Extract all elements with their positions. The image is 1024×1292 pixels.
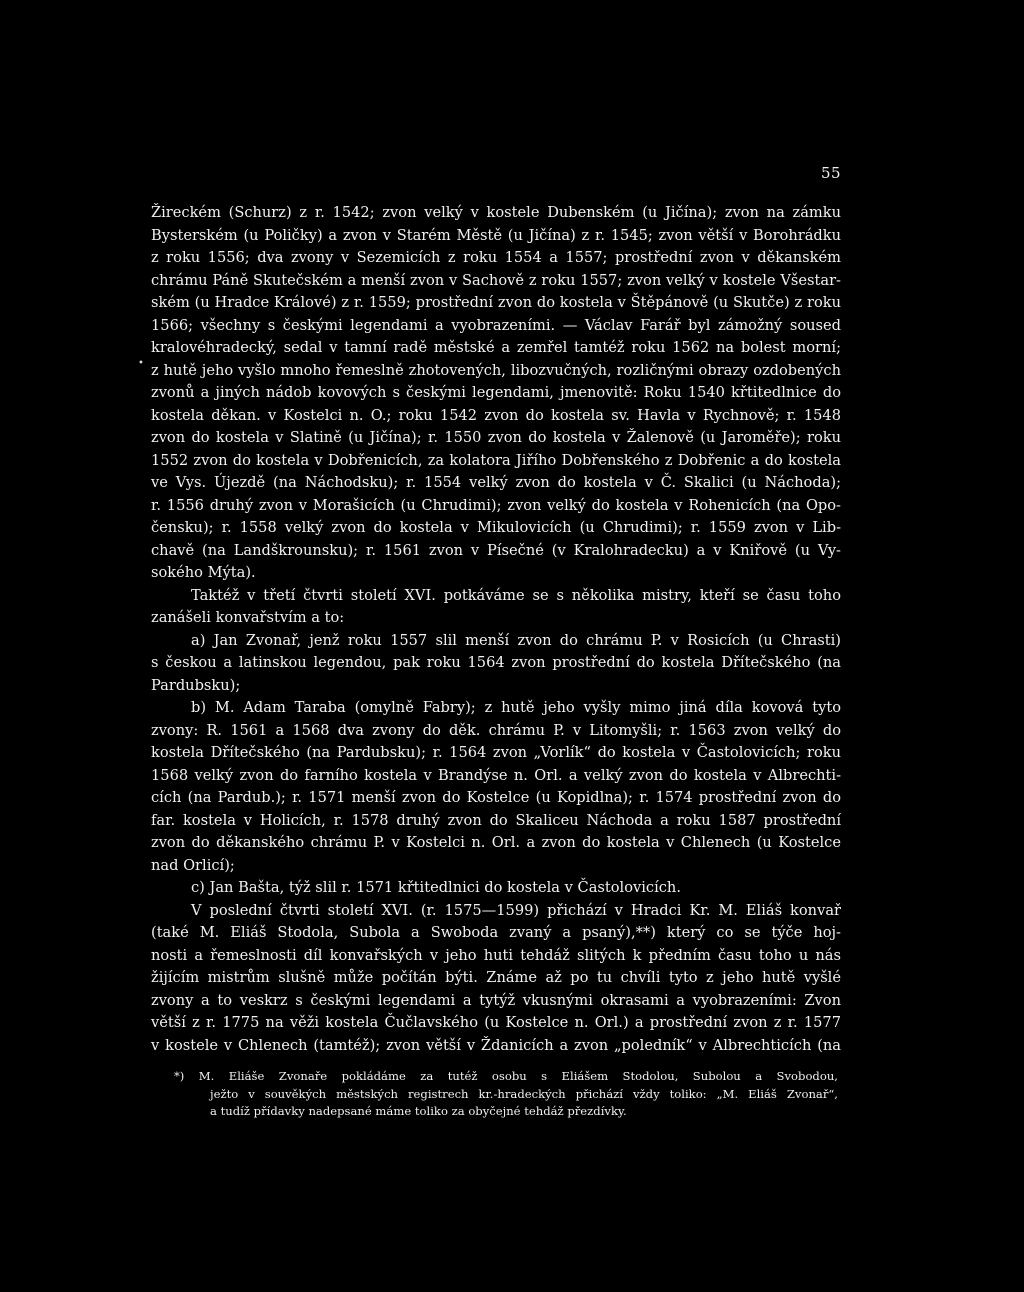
text-line: Bysterském (u Poličky) a zvon v Starém Městě (u Jičína) z r. 1545; zvon větší v Borohrádku	[151, 226, 841, 244]
text-line: r. 1556 druhý zvon v Morašicích (u Chrudimi); zvon velký do kostela v Rohenicích (na Opo-	[151, 496, 841, 514]
text-line: Pardubsku);	[151, 676, 241, 694]
text-line: cích (na Pardub.); r. 1571 menší zvon do Kostelce (u Kopidlna); r. 1574 prostřední zvon do	[151, 789, 841, 806]
text-line: v kostele v Chlenech (tamtéž); zvon větší v Ždanicích a zvon „poledník“ v Albrechticích (na	[151, 1036, 841, 1054]
text-line: nosti a řemeslnosti díl konvařských v jeho huti tehdáž slitých k předním času toho u nás	[151, 946, 841, 964]
text-line: Taktéž v třetí čtvrti století XVI. potkáváme se s několika mistry, kteří se času toho	[191, 586, 841, 604]
text-line: (také M. Eliáš Stodola, Subola a Swoboda zvaný a psaný),**) který co se týče hoj-	[151, 924, 841, 941]
text-line: kostela děkan. v Kostelci n. O.; roku 1542 zvon do kostela sv. Havla v Rychnově; r. 1548	[151, 406, 841, 424]
text-line: z hutě jeho vyšlo mnoho řemeslně zhotovených, libozvučných, rozličnými obrazy ozdobených	[151, 361, 841, 379]
footnote-line: *) M. Eliáše Zvonaře pokládáme za tutéž osobu s Eliášem Stodolou, Subolou a Svobodou,	[174, 1069, 838, 1083]
text-line: z roku 1556; dva zvony v Sezemicích z roku 1554 a 1557; prostřední zvon v děkanském	[151, 249, 841, 266]
text-line: sokého Mýta).	[151, 564, 256, 581]
text-line: a) Jan Zvonař, jenž roku 1557 slil menší zvon do chrámu P. v Rosicích (u Chrasti)	[191, 631, 841, 649]
text-line: čensku); r. 1558 velký zvon do kostela v Mikulovicích (u Chrudimi); r. 1559 zvon v Lib-	[151, 519, 841, 536]
text-line: ském (u Hradce Králové) z r. 1559; prostřední zvon do kostela v Štěpánově (u Skutče) z roku	[151, 294, 841, 311]
text-line: chrámu Páně Skutečském a menší zvon v Sachově z roku 1557; zvon velký v kostele Všestar-	[151, 271, 841, 289]
text-line: zvonů a jiných nádob kovových s českými legendami, jmenovitě: Roku 1540 křtitedlnice do	[151, 384, 841, 401]
text-line: ve Vys. Újezdě (na Náchodsku); r. 1554 velký zvon do kostela v Č. Skalici (u Náchoda);	[151, 474, 841, 491]
text-line: nad Orlicí);	[151, 856, 235, 874]
text-line: s českou a latinskou legendou, pak roku 1564 zvon prostřední do kostela Dřítečského (na	[151, 654, 841, 671]
text-line: žijícím mistrům slušně může počítán býti. Známe až po tu chvíli tyto z jeho hutě vyšlé	[151, 969, 841, 986]
text-line: kralovéhradecký, sedal v tamní radě městské a zemřel tamtéž roku 1562 na bolest morní;	[151, 339, 841, 356]
body-text	[151, 202, 841, 1057]
text-line: Žireckém (Schurz) z r. 1542; zvon velký v kostele Dubenském (u Jičína); zvon na zámku	[151, 204, 841, 221]
text-line: b) M. Adam Taraba (omylně Fabry); z hutě jeho vyšly mimo jiná díla kovová tyto	[191, 699, 841, 716]
text-line: větší z r. 1775 na věži kostela Čučlavského (u Kostelce n. Orl.) a prostřední zvon z r. 1577	[151, 1014, 841, 1031]
text-line: zvon do kostela v Slatině (u Jičína); r. 1550 zvon do kostela v Žalenově (u Jaroměře); roku	[151, 429, 841, 446]
text-line: chavě (na Landškrounsku); r. 1561 zvon v Písečné (v Kralohradecku) a v Kniřově (u Vy-	[151, 541, 841, 559]
text-line: far. kostela v Holicích, r. 1578 druhý zvon do Skaliceu Náchoda a roku 1587 prostřední	[151, 811, 841, 829]
text-line: zvony: R. 1561 a 1568 dva zvony do děk. chrámu P. v Litomyšli; r. 1563 zvon velký do	[151, 721, 841, 739]
text-line: c) Jan Bašta, týž slil r. 1571 křtitedlnici do kostela v Častolovicích.	[191, 879, 681, 896]
text-line: V poslední čtvrti století XVI. (r. 1575—1599) přichází v Hradci Kr. M. Eliáš konvař	[191, 901, 841, 919]
text-line: zanášeli konvařstvím a to:	[151, 609, 345, 626]
footnotes	[174, 1068, 838, 1121]
text-line: zvon do děkanského chrámu P. v Kostelci n. Orl. a zvon do kostela v Chlenech (u Kostelce	[151, 834, 841, 851]
text-line: 1552 zvon do kostela v Dobřenicích, za kolatora Jiřího Dobřenského z Dobřenic a do kostela	[151, 451, 841, 469]
text-line: 1566; všechny s českými legendami a vyobrazeními. — Václav Farář byl zámožný soused	[151, 316, 841, 334]
stray-mark: •	[138, 358, 144, 369]
text-line: zvony a to veskrz s českými legendami a tytýž vkusnými okrasami a vyobrazeními: Zvon	[151, 991, 841, 1009]
footnote-line: ježto v souvěkých městských registrech kr.-hradeckých přichází vždy toliko: „M. Eliáš Zvonař“,	[210, 1086, 838, 1101]
text-line: kostela Dřítečského (na Pardubsku); r. 1564 zvon „Vorlík“ do kostela v Častolovicích; roku	[151, 744, 841, 761]
text-line: 1568 velký zvon do farního kostela v Brandýse n. Orl. a velký zvon do kostela v Albrechti-	[151, 766, 841, 784]
footnote-line: a tudíž přídavky nadepsané máme toliko za obyčejné tehdáž přezdívky.	[210, 1104, 627, 1118]
page-number: 55	[821, 164, 842, 182]
